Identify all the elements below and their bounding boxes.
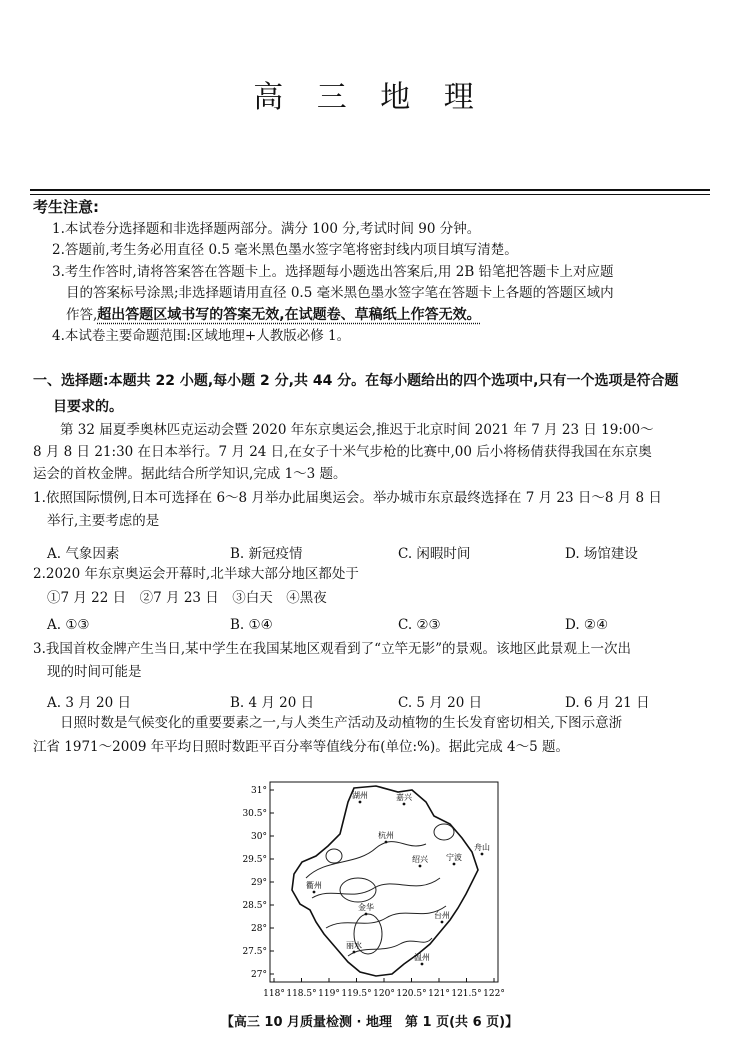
city-dot <box>313 891 316 894</box>
city-dot <box>453 863 456 866</box>
city-dot <box>419 865 422 868</box>
page-footer: 【高三 10 月质量检测 · 地理 第 1 页(共 6 页)】 <box>220 1015 519 1030</box>
lat-label: 27° <box>251 970 267 980</box>
q2-choices: ①7 月 22 日 ②7 月 23 日 ③白天 ④黑夜 <box>47 590 327 606</box>
city-label: 金华 <box>358 903 374 912</box>
city-dot <box>403 803 406 806</box>
q3-option-b: B. 4 月 20 日 <box>230 695 315 711</box>
passage2-line1: 日照时数是气候变化的重要要素之一,与人类生产活动及动植物的生长发育密切相关,下图示意浙 <box>60 715 623 731</box>
city-label: 舟山 <box>474 843 490 852</box>
lat-label: 27.5° <box>242 947 267 957</box>
q1-option-c: C. 闲暇时间 <box>398 546 471 562</box>
q1-option-d: D. 场馆建设 <box>565 546 638 562</box>
isoline-1 <box>306 842 426 878</box>
notice-item-3-emphasis: 超出答题区域书写的答案无效,在试题卷、草稿纸上作答无效。 <box>97 307 481 323</box>
q2-option-d: D. ②④ <box>565 617 609 633</box>
notice-item-3-cont: 目的答案标号涂黑;非选择题请用直径 0.5 毫米黑色墨水签字笔在答题卡上各题的答题区域内 <box>66 285 614 301</box>
lon-label: 120.5° <box>396 989 427 999</box>
sunshine-isoline-map <box>236 778 512 1006</box>
lat-label: 30° <box>251 832 267 842</box>
q3-option-c: C. 5 月 20 日 <box>398 695 483 711</box>
notice-item-3: 3.考生作答时,请将答案答在答题卡上。选择题每小题选出答案后,用 2B 铅笔把答题卡上对应题 <box>52 264 614 280</box>
passage1-line1: 第 32 届夏季奥林匹克运动会暨 2020 年东京奥运会,推迟于北京时间 2021 年 7 月 23 日 19:00～ <box>60 422 654 438</box>
q2-option-a: A. ①③ <box>47 617 90 633</box>
passage1-line3: 运会的首枚金牌。据此结合所学知识,完成 1～3 题。 <box>33 466 347 482</box>
lat-label: 29° <box>251 878 267 888</box>
city-label: 绍兴 <box>412 855 428 864</box>
city-dot <box>421 963 424 966</box>
lon-label: 121.5° <box>451 989 482 999</box>
map-svg <box>236 778 512 1006</box>
city-dot <box>353 951 356 954</box>
page-title: 高 三 地 理 <box>253 80 486 115</box>
lon-label: 119.5° <box>341 989 372 999</box>
q1-option-a: A. 气象因素 <box>47 546 120 562</box>
lat-label: 30.5° <box>242 809 267 819</box>
city-label: 宁波 <box>446 853 462 862</box>
city-label: 杭州 <box>378 831 394 840</box>
q2-stem: 2.2020 年东京奥运会开幕时,北半球大部分地区都处于 <box>33 566 359 582</box>
lon-label: 118.5° <box>286 989 317 999</box>
q3-option-d: D. 6 月 21 日 <box>565 695 650 711</box>
city-dot <box>359 801 362 804</box>
city-label: 丽水 <box>346 941 362 950</box>
notice-item-4: 4.本试卷主要命题范围:区域地理+人教版必修 1。 <box>52 328 351 344</box>
q1-stem-line2: 举行,主要考虑的是 <box>47 513 160 529</box>
section-heading-line2: 目要求的。 <box>53 399 123 415</box>
lon-label: 120° <box>373 989 395 999</box>
notice-item-1: 1.本试卷分选择题和非选择题两部分。满分 100 分,考试时间 90 分钟。 <box>52 221 481 237</box>
section-heading <box>33 370 679 416</box>
lon-label: 121° <box>428 989 450 999</box>
map-frame <box>270 782 498 982</box>
isoline-closed-3 <box>434 824 454 840</box>
lat-label: 28° <box>251 924 267 934</box>
q3-stem-line2: 现的时间可能是 <box>47 664 142 680</box>
q2-option-b: B. ①④ <box>230 617 273 633</box>
header-rule-thin <box>30 194 710 195</box>
city-label: 温州 <box>414 953 430 962</box>
city-label: 台州 <box>434 911 450 920</box>
lon-label: 119° <box>318 989 340 999</box>
header-rule-thick <box>30 189 710 191</box>
section-heading-line1: 一、选择题:本题共 22 小题,每小题 2 分,共 44 分。在每小题给出的四个选项中,只有一个选项是符合题 <box>33 373 679 389</box>
notice-item-3-cont2 <box>66 308 481 323</box>
lat-label: 28.5° <box>242 901 267 911</box>
notice-item-3-prefix: 作答, <box>66 307 98 323</box>
q2-option-c: C. ②③ <box>398 617 441 633</box>
q3-stem-line1: 3.我国首枚金牌产生当日,某中学生在我国某地区观看到了“立竿无影”的景观。该地区此景观上一次出 <box>33 641 631 657</box>
city-label: 嘉兴 <box>396 793 412 802</box>
passage2-line2: 江省 1971～2009 年平均日照时数距平百分率等值线分布(单位:%)。据此完成 4～5 题。 <box>33 739 569 755</box>
city-dot <box>365 913 368 916</box>
notice-item-2: 2.答题前,考生务必用直径 0.5 毫米黑色墨水签字笔将密封线内项目填写清楚。 <box>52 242 518 258</box>
q1-option-b: B. 新冠疫情 <box>230 546 303 562</box>
q3-option-a: A. 3 月 20 日 <box>47 695 131 711</box>
lat-label: 31° <box>251 786 267 796</box>
lat-label: 29.5° <box>242 855 267 865</box>
lon-label: 122° <box>483 989 505 999</box>
notice-heading: 考生注意: <box>33 198 99 216</box>
city-dot <box>441 921 444 924</box>
isoline-closed-4 <box>326 849 342 863</box>
lon-label: 118° <box>263 989 285 999</box>
city-dot <box>481 853 484 856</box>
city-label: 衢州 <box>306 881 322 890</box>
city-dot <box>385 841 388 844</box>
q1-stem-line1: 1.依照国际惯例,日本可选择在 6～8 月举办此届奥运会。举办城市东京最终选择在 7 月 23 日～8 月 8 日 <box>33 490 662 506</box>
city-label: 湖州 <box>352 791 368 800</box>
passage1-line2: 8 月 8 日 21:30 在日本举行。7 月 24 日,在女子十米气步枪的比赛中,00 后小将杨倩获得我国在东京奥 <box>33 444 652 460</box>
isoline-3 <box>326 906 446 928</box>
